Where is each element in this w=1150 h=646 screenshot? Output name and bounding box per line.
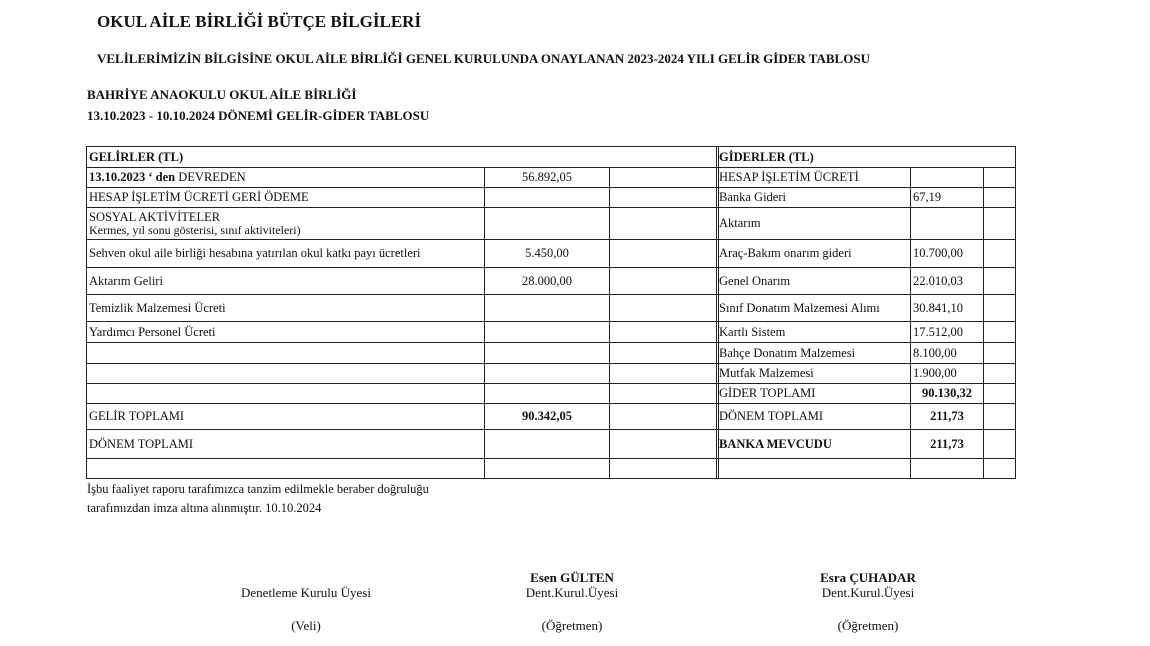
signature-block-teacher-2: Esra ÇUHADAR Dent.Kurul.Üyesi (Öğretmen) (820, 570, 916, 633)
table-row (717, 459, 1016, 479)
page-title: OKUL AİLE BİRLİĞİ BÜTÇE BİLGİLERİ (97, 12, 422, 31)
table-row (717, 364, 1016, 384)
table-row (87, 188, 719, 208)
income-row-label: Yardımcı Personel Ücreti (87, 322, 485, 343)
income-row-value: 5.450,00 (485, 240, 610, 268)
bank-balance-label: BANKA MEVCUDU (717, 430, 911, 459)
table-row (717, 322, 1016, 343)
expense-row-label: Banka Gideri (717, 188, 911, 208)
table-row (87, 384, 719, 404)
expense-row-value: 67,19 (911, 188, 984, 208)
expense-row-label: Kartlı Sistem (717, 322, 911, 343)
expense-row-value: 22.010,03 (911, 268, 984, 295)
expense-row-label: Genel Onarım (717, 268, 911, 295)
table-row (717, 268, 1016, 295)
income-row-label: Aktarım Geliri (87, 268, 485, 295)
table-row (717, 168, 1016, 188)
table-row (87, 240, 719, 268)
expense-row-label: Bahçe Donatım Malzemesi (717, 343, 911, 364)
signature-block-parent: Denetleme Kurulu Üyesi (Veli) (241, 585, 371, 633)
expense-row-label: Aktarım (717, 208, 911, 240)
table-row (87, 208, 719, 240)
expense-header: GİDERLER (TL) (717, 147, 1016, 168)
income-total-label: GELİR TOPLAMI (87, 404, 485, 430)
expense-row-value: 8.100,00 (911, 343, 984, 364)
expense-row-value: 10.700,00 (911, 240, 984, 268)
devreden-date: 13.10.2023 ‘ den (89, 170, 176, 184)
expense-row-value: 30.841,10 (911, 295, 984, 322)
expense-period-value: 211,73 (911, 404, 984, 430)
income-total-value: 90.342,05 (485, 404, 610, 430)
table-row (87, 322, 719, 343)
income-row-value: 28.000,00 (485, 268, 610, 295)
signature-block-teacher-1: Esen GÜLTEN Dent.Kurul.Üyesi (Öğretmen) (525, 570, 619, 633)
expense-row-label: Araç-Bakım onarım gideri (717, 240, 911, 268)
table-row (717, 240, 1016, 268)
expense-table (716, 146, 1016, 479)
table-row (87, 459, 719, 479)
table-row (717, 430, 1016, 459)
expense-total-label: GİDER TOPLAMI (717, 384, 911, 404)
income-table (86, 146, 719, 479)
table-row (717, 188, 1016, 208)
table-row (87, 168, 719, 188)
expense-row-label: HESAP İŞLETİM ÜCRETİ (717, 168, 911, 188)
expense-row-label: Sınıf Donatım Malzemesi Alımı (717, 295, 911, 322)
table-row (87, 343, 719, 364)
expense-row-value: 1.900,00 (911, 364, 984, 384)
bank-balance-value: 211,73 (911, 430, 984, 459)
expense-period-label: DÖNEM TOPLAMI (717, 404, 911, 430)
income-row-label: HESAP İŞLETİM ÜCRETİ GERİ ÖDEME (87, 188, 485, 208)
school-name: BAHRİYE ANAOKULU OKUL AİLE BİRLİĞİ (87, 87, 357, 102)
income-row-label: SOSYAL AKTİVİTELER Kermes, yıl sonu gösterisi, sınıf aktiviteleri) (87, 208, 485, 240)
table-row (87, 430, 719, 459)
table-row (87, 404, 719, 430)
expense-row-label: Mutfak Malzemesi (717, 364, 911, 384)
devreden-cell (87, 168, 485, 188)
page-subtitle: VELİLERİMİZİN BİLGİSİNE OKUL AİLE BİRLİĞİ GENEL KURULUNDA ONAYLANAN 2023-2024 YILI GELİR GİDER TABLOSU (97, 51, 870, 66)
table-row (717, 208, 1016, 240)
devreden-value: 56.892,05 (485, 168, 610, 188)
approval-note: İşbu faaliyet raporu tarafımızca tanzim edilmekle beraber doğruluğu tarafımızdan imza altına alınmıştır. 10.10.2024 (87, 482, 429, 515)
table-row (717, 343, 1016, 364)
table-row (717, 295, 1016, 322)
devreden-label: DEVREDEN (178, 170, 246, 184)
expense-total-value: 90.130,32 (911, 384, 984, 404)
table-row (87, 364, 719, 384)
income-header: GELİRLER (TL) (87, 147, 719, 168)
income-row-label: Temizlik Malzemesi Ücreti (87, 295, 485, 322)
expense-row-value: 17.512,00 (911, 322, 984, 343)
table-row (717, 384, 1016, 404)
table-row (87, 268, 719, 295)
period-title: 13.10.2023 - 10.10.2024 DÖNEMİ GELİR-GİDER TABLOSU (87, 108, 430, 123)
table-row (717, 147, 1016, 168)
table-row (87, 295, 719, 322)
table-row (87, 147, 719, 168)
table-row (717, 404, 1016, 430)
income-period-label: DÖNEM TOPLAMI (87, 430, 485, 459)
income-row-label: Sehven okul aile birliği hesabına yatırılan okul katkı payı ücretleri (87, 240, 485, 268)
